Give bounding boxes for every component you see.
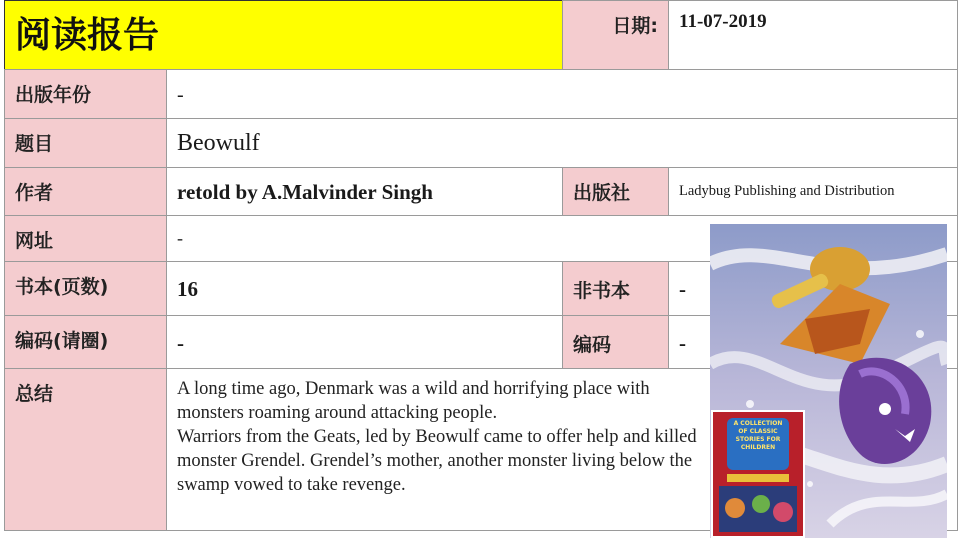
author-label: 作者 [4, 167, 167, 216]
author-value: retold by A.Malvinder Singh [166, 167, 563, 216]
year-value: - [166, 69, 958, 119]
code-circle-label: 编码(请圈) [4, 315, 167, 369]
inset-book-cover [711, 410, 805, 538]
nonbook-value: - [668, 261, 958, 316]
code-circle-value: - [166, 315, 563, 369]
summary-label: 总结 [4, 368, 167, 531]
nonbook-label: 非书本 [562, 261, 669, 316]
report-title-text: 阅读报告 [15, 15, 160, 56]
url-label: 网址 [4, 215, 167, 262]
code-value: - [668, 315, 958, 369]
book-title-value: Beowulf [166, 118, 958, 168]
date-label: 日期: [562, 0, 669, 70]
book-title-label: 题目 [4, 118, 167, 168]
date-value: 11-07-2019 [668, 0, 958, 70]
summary-text: A long time ago, Denmark was a wild and horrifying place with monsters roaming around attacking people. Warriors from the Geats, led by Beowulf came to offer help and killed monster Grendel. Grendel’s mother, another monster living below the swamp vowed to take revenge. [177, 379, 697, 495]
publisher-label: 出版社 [562, 167, 669, 216]
code-label: 编码 [562, 315, 669, 369]
year-label: 出版年份 [4, 69, 167, 119]
pages-label: 书本(页数) [4, 261, 167, 316]
url-value: - [166, 215, 958, 262]
pages-value: 16 [166, 261, 563, 316]
report-title [4, 0, 563, 70]
publisher-value: Ladybug Publishing and Distribution [668, 167, 958, 216]
inset-cover-title: A COLLECTION OF CLASSIC STORIES FOR CHILDREN [733, 420, 783, 451]
